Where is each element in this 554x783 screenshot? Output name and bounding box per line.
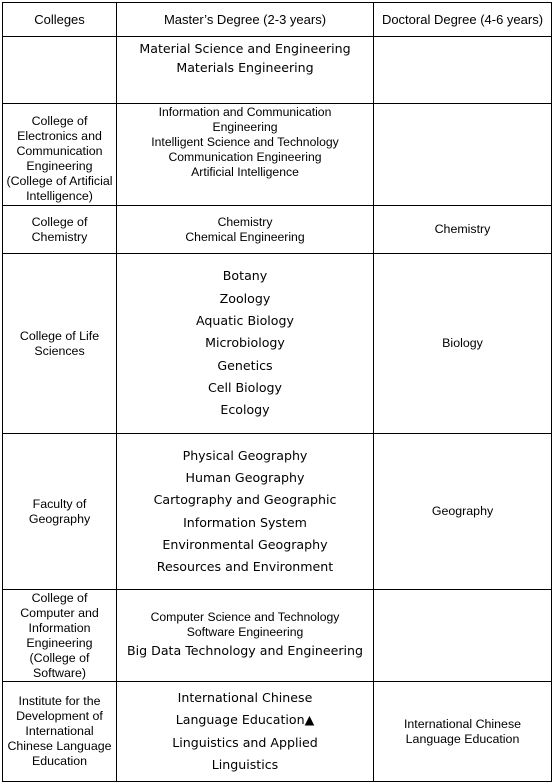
doctoral-cell: Chemistry [374, 206, 552, 254]
table-row [3, 590, 552, 682]
college-cell: Faculty of Geography [3, 434, 117, 590]
doctoral-cell: International Chinese Language Education [374, 682, 552, 782]
masters-program: Artificial Intelligence [191, 165, 299, 179]
masters-program: International Chinese Language Education▲ [175, 689, 315, 728]
masters-program: Ecology [220, 402, 270, 418]
table-header-row [3, 3, 552, 37]
masters-cell [117, 254, 374, 434]
masters-program: Cell Biology [207, 379, 283, 395]
table-row [3, 682, 552, 782]
masters-program: Chemical Engineering [185, 229, 305, 244]
masters-cell [117, 37, 374, 104]
doctoral-cell [374, 104, 552, 206]
masters-cell [117, 206, 374, 254]
table-row [3, 254, 552, 434]
masters-program: Aquatic Biology [196, 313, 294, 329]
masters-program: Big Data Technology and Engineering [126, 643, 363, 658]
masters-program: Human Geography [185, 469, 305, 485]
masters-cell [117, 104, 374, 206]
table-row [3, 104, 552, 206]
doctoral-cell [374, 590, 552, 682]
masters-program: Zoology [219, 290, 271, 306]
programs-table [2, 2, 552, 782]
masters-program: Software Engineering [186, 625, 304, 639]
masters-program: Chemistry [217, 214, 273, 229]
college-cell: College of Computer and Information Engineering (College of Software) [3, 590, 117, 682]
masters-program: Botany [222, 268, 268, 284]
masters-program: Linguistics and Applied Linguistics [172, 734, 318, 772]
masters-program: Microbiology [205, 335, 285, 351]
masters-program: Information and Communication Engineering [158, 105, 332, 134]
college-cell: College of Electronics and Communication Engineering (College of Artificial Intelligence) [3, 104, 117, 206]
masters-program: Genetics [217, 357, 273, 373]
masters-program: Materials Engineering [176, 60, 314, 75]
masters-program: Physical Geography [182, 447, 308, 463]
masters-cell [117, 434, 374, 590]
doctoral-cell: Geography [374, 434, 552, 590]
colleges-header: Colleges [3, 3, 117, 37]
college-cell: College of Chemistry [3, 206, 117, 254]
masters-program: Intelligent Science and Technology [151, 135, 339, 149]
doctoral-header: Doctoral Degree (4-6 years) [374, 3, 552, 37]
masters-header: Master’s Degree (2-3 years) [117, 3, 374, 37]
masters-program: Communication Engineering [168, 150, 322, 164]
masters-program: Material Science and Engineering [139, 41, 351, 56]
doctoral-cell [374, 37, 552, 104]
masters-program: Resources and Environment [156, 559, 334, 575]
college-cell [3, 37, 117, 104]
masters-program: Cartography and Geographic Information System [153, 492, 337, 530]
doctoral-cell: Biology [374, 254, 552, 434]
masters-cell [117, 682, 374, 782]
masters-program: Environmental Geography [162, 536, 328, 552]
masters-cell [117, 590, 374, 682]
college-cell: Institute for the Development of International Chinese Language Education [3, 682, 117, 782]
college-cell: College of Life Sciences [3, 254, 117, 434]
masters-program: Computer Science and Technology [150, 610, 340, 624]
table-row [3, 434, 552, 590]
table-row [3, 37, 552, 104]
table-row [3, 206, 552, 254]
